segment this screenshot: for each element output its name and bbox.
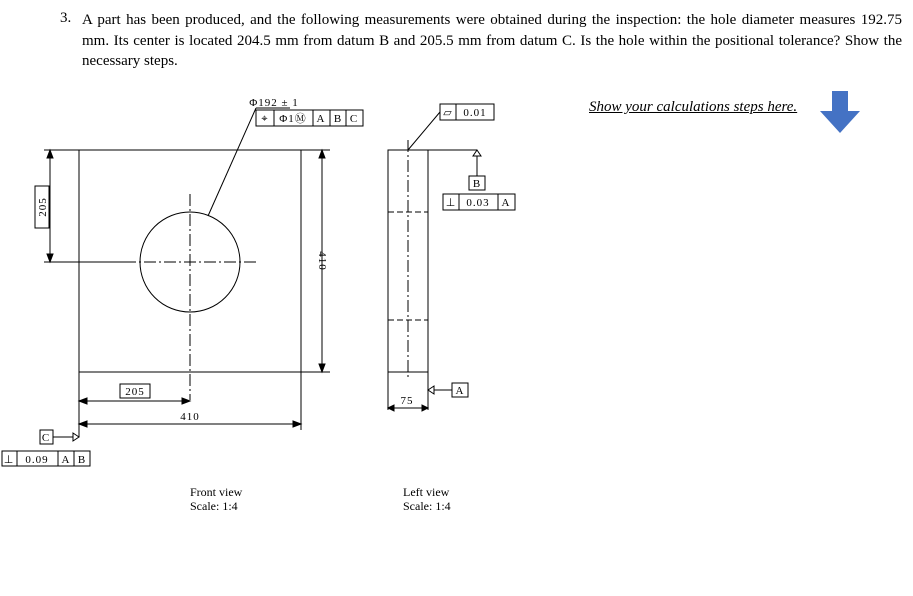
dim-205-horizontal: 205 [125, 386, 145, 398]
datum-label-b: B [472, 178, 482, 190]
left-view-caption: Left view [403, 485, 450, 499]
front-view-scale: Scale: 1:4 [190, 499, 238, 513]
down-arrow-icon [820, 91, 860, 133]
fcf-bottom-datum-b: B [77, 454, 87, 466]
flatness-icon: ▱ [443, 107, 453, 119]
datum-triangle-a [428, 386, 434, 394]
calculation-instruction: Show your calculations steps here. [589, 99, 798, 115]
dim-75: 75 [400, 395, 414, 407]
datum-triangle-b [473, 150, 481, 156]
perp-datum-a: A [501, 197, 511, 209]
datum-label-a: A [455, 385, 465, 397]
datum-label-c: C [41, 432, 51, 444]
fcf-bottom-datum-a: A [61, 454, 71, 466]
front-view-caption: Front view [190, 485, 243, 499]
dim-410-horizontal: 410 [180, 411, 200, 423]
hole-diameter-label: Φ192 ± 1 [249, 97, 299, 109]
perp-tolerance: 0.03 [466, 197, 490, 209]
position-icon: ⌖ [261, 113, 269, 125]
leader-line [208, 108, 256, 216]
fcf-datum-b: B [333, 113, 343, 125]
dim-205-vertical: 205 [37, 197, 49, 217]
datum-triangle-c [73, 433, 79, 441]
left-view-scale: Scale: 1:4 [403, 499, 451, 513]
fcf-tolerance-value: Φ1Ⓜ [279, 113, 307, 125]
perpendicularity-icon: ⊥ [445, 197, 457, 209]
fcf-datum-c: C [349, 113, 359, 125]
fcf-datum-a: A [316, 113, 326, 125]
fcf-bottom-tolerance: 0.09 [25, 454, 49, 466]
left-view [388, 104, 515, 411]
flatness-tolerance: 0.01 [463, 107, 487, 119]
fcf-position-frame [256, 110, 363, 126]
question-number: 3. [60, 10, 72, 26]
dim-410-vertical: 410 [316, 251, 328, 271]
question-text: A part has been produced, and the following measurements were obtained during the inspection: the hole diameter measures 192.75 mm. Its center is located 204.5 mm from datum B and 205.5 mm from datum C. Is the hole within the positional tolerance? Show the necessary steps. [82, 12, 902, 69]
perpendicularity-icon: ⊥ [3, 454, 15, 466]
